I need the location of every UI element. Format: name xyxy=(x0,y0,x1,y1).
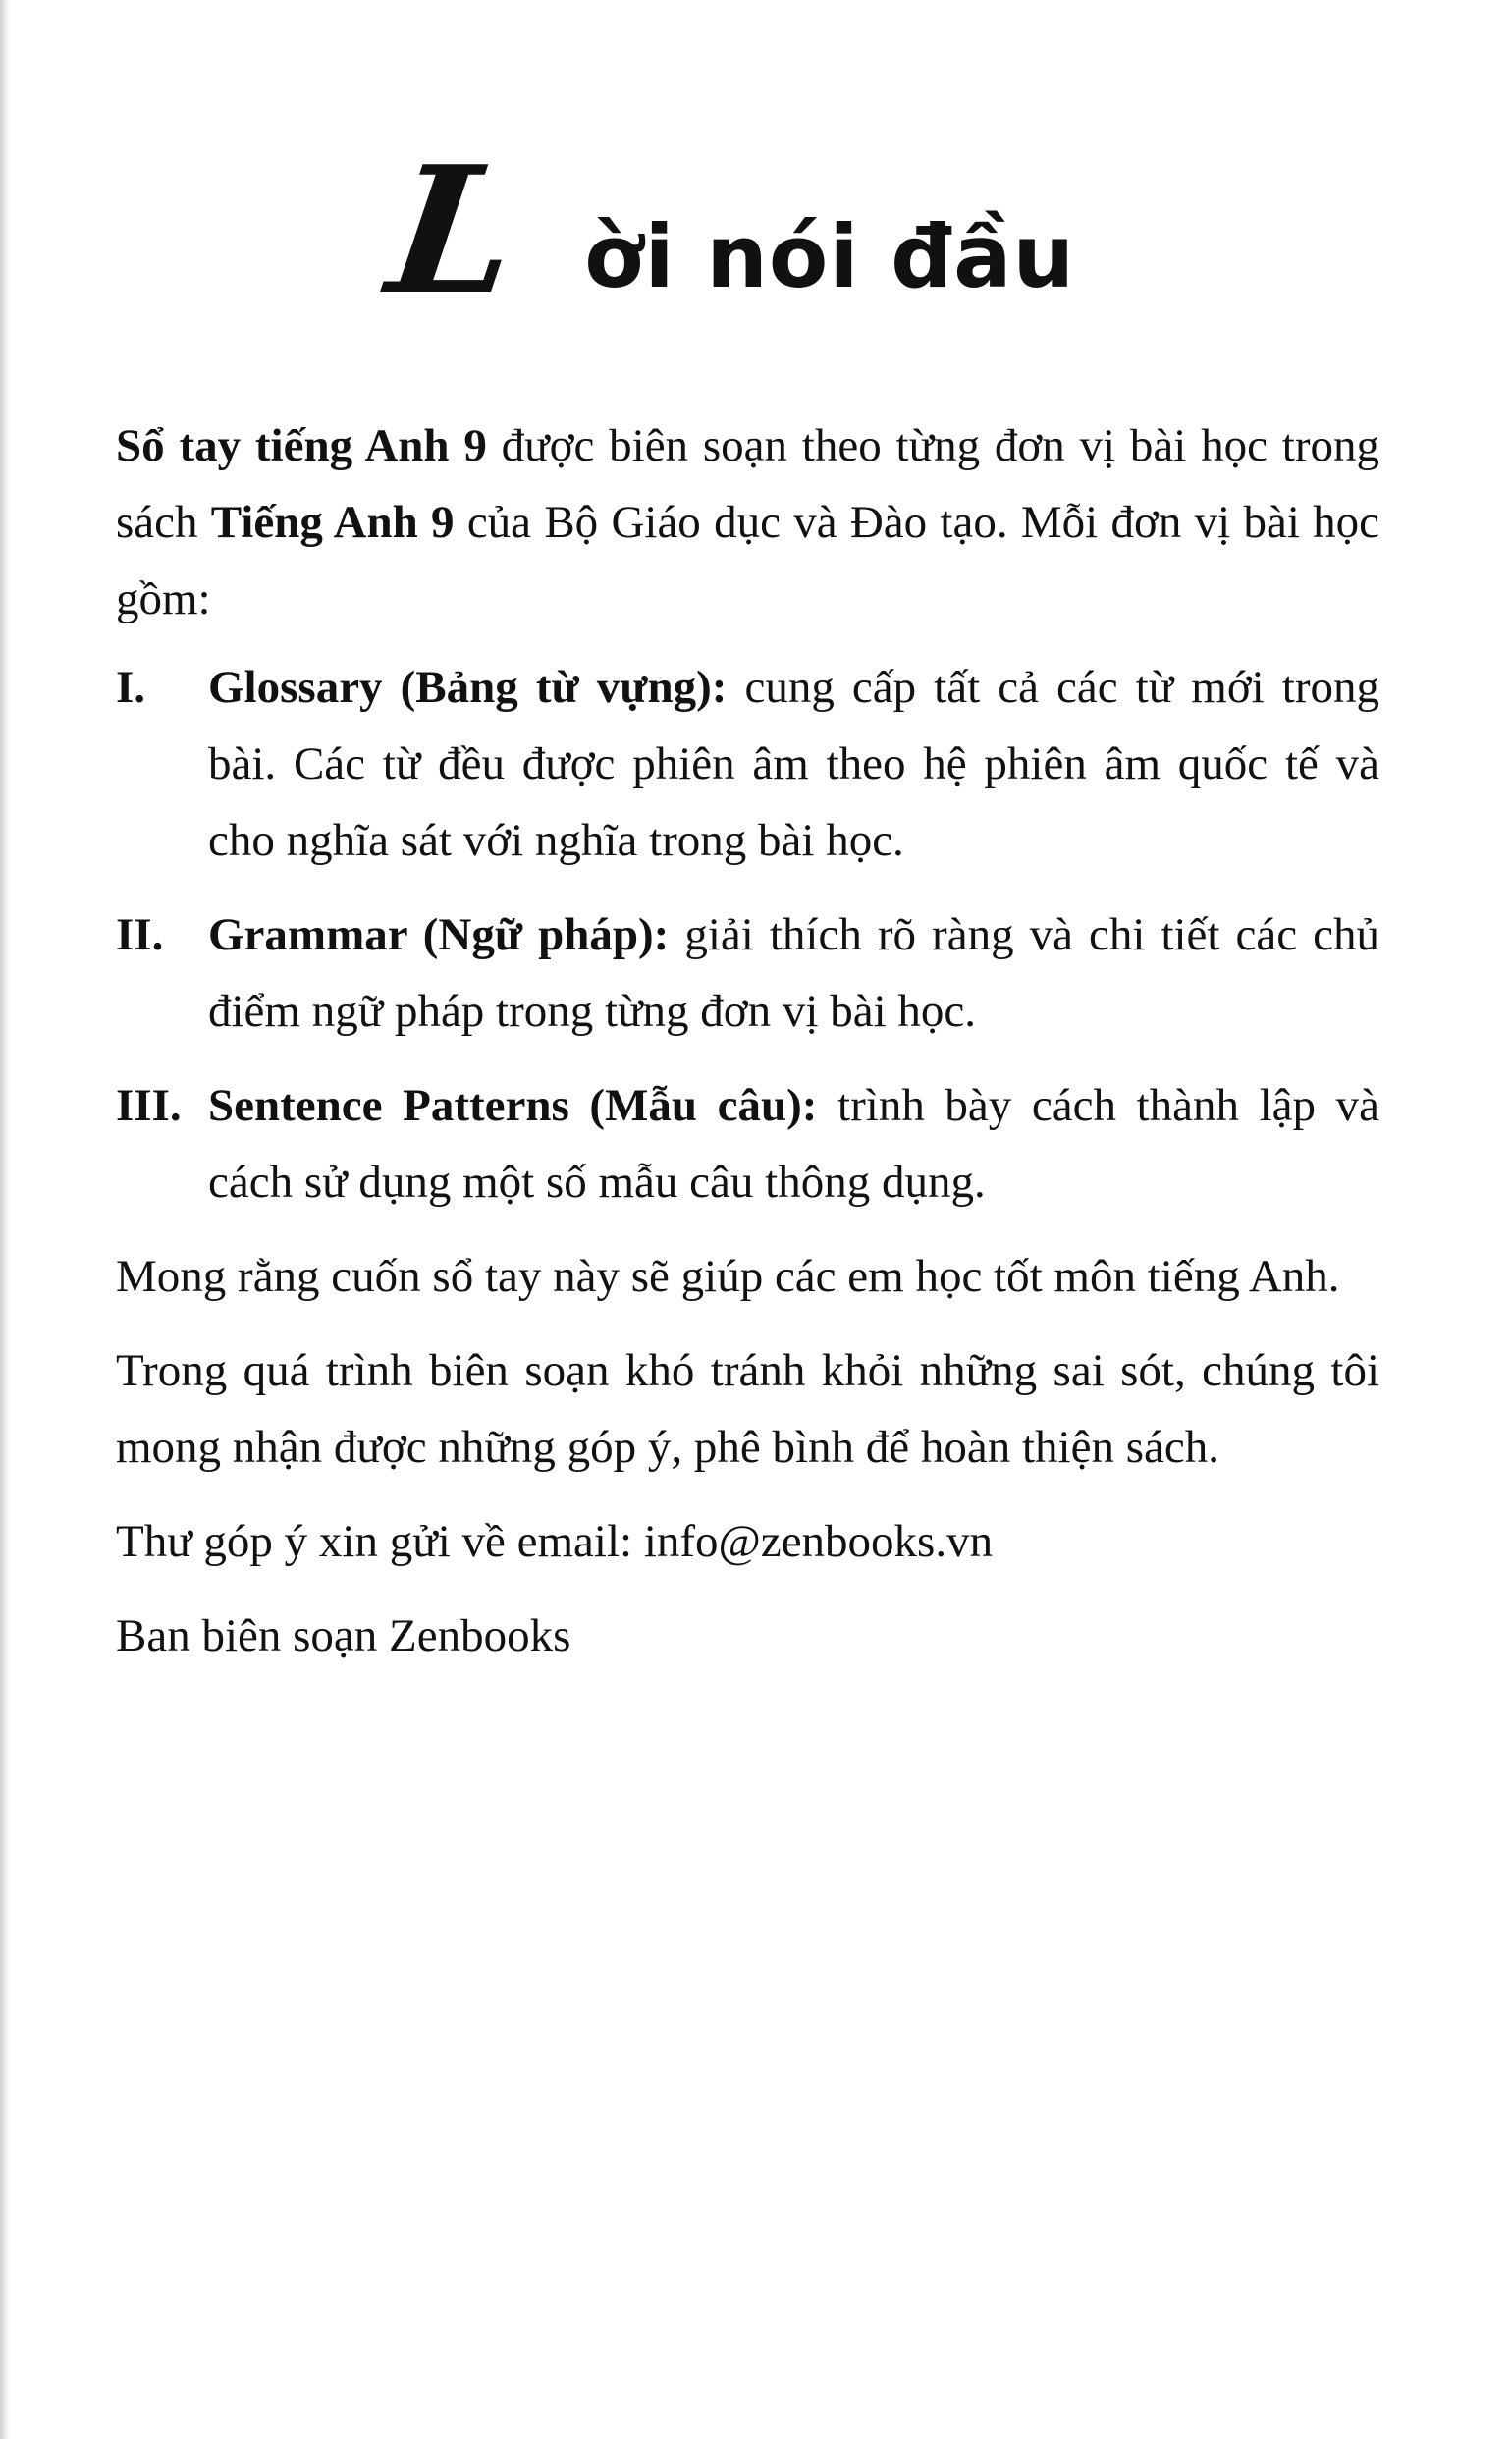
intro-paragraph xyxy=(54,407,1379,637)
signature: Ban biên soạn Zenbooks xyxy=(116,1610,571,1661)
section-term: Glossary (Bảng từ vựng): xyxy=(208,662,728,713)
page-title xyxy=(378,128,1100,333)
section-description: cung cấp tất cả các từ mới trong bài. Các từ đều được phiên âm theo hệ phiên âm quốc tế và cho nghĩa sát với nghĩa trong bài học. xyxy=(208,662,1380,866)
feedback-email-line xyxy=(54,1503,1379,1580)
email-label: Thư góp ý xin gửi về email: xyxy=(116,1516,644,1567)
intro-text-2: của Bộ Giáo dục và Đào tạo. Mỗi đơn vị bài học gồm: xyxy=(116,497,1380,624)
email-address: info@zenbooks.vn xyxy=(643,1516,994,1567)
closing-feedback: Trong quá trình biên soạn khó tránh khỏi những sai sót, chúng tôi mong nhận được những góp ý, phê bình để hoàn thiện sách. xyxy=(116,1345,1379,1473)
textbook-title: Tiếng Anh 9 xyxy=(210,497,455,548)
page-edge xyxy=(0,0,10,2439)
book-title: Sổ tay tiếng Anh 9 xyxy=(116,420,487,471)
preface-body xyxy=(54,407,1379,1674)
closing-wish: Mong rằng cuốn sổ tay này sẽ giúp các em học tốt môn tiếng Anh. xyxy=(116,1251,1340,1302)
list-item xyxy=(54,649,1379,879)
list-numeral: II. xyxy=(116,909,164,960)
list-item xyxy=(54,1067,1379,1220)
list-numeral: III. xyxy=(116,1080,182,1131)
section-list xyxy=(54,649,1379,1220)
title-text: ời nói đầu xyxy=(584,206,1076,307)
section-term: Sentence Patterns (Mẫu câu): xyxy=(208,1080,818,1131)
intro-text-1: được biên soạn theo từng đơn vị bài học trong sách xyxy=(116,420,1379,548)
section-description: giải thích rõ ràng và chi tiết các chủ điểm ngữ pháp trong từng đơn vị bài học. xyxy=(208,909,1379,1037)
section-term: Grammar (Ngữ pháp): xyxy=(208,909,670,960)
list-item xyxy=(54,896,1379,1050)
title-decorative-initial: L xyxy=(378,128,530,333)
section-description: trình bày cách thành lập và cách sử dụng một số mẫu câu thông dụng. xyxy=(208,1080,1379,1208)
list-numeral: I. xyxy=(116,662,146,713)
